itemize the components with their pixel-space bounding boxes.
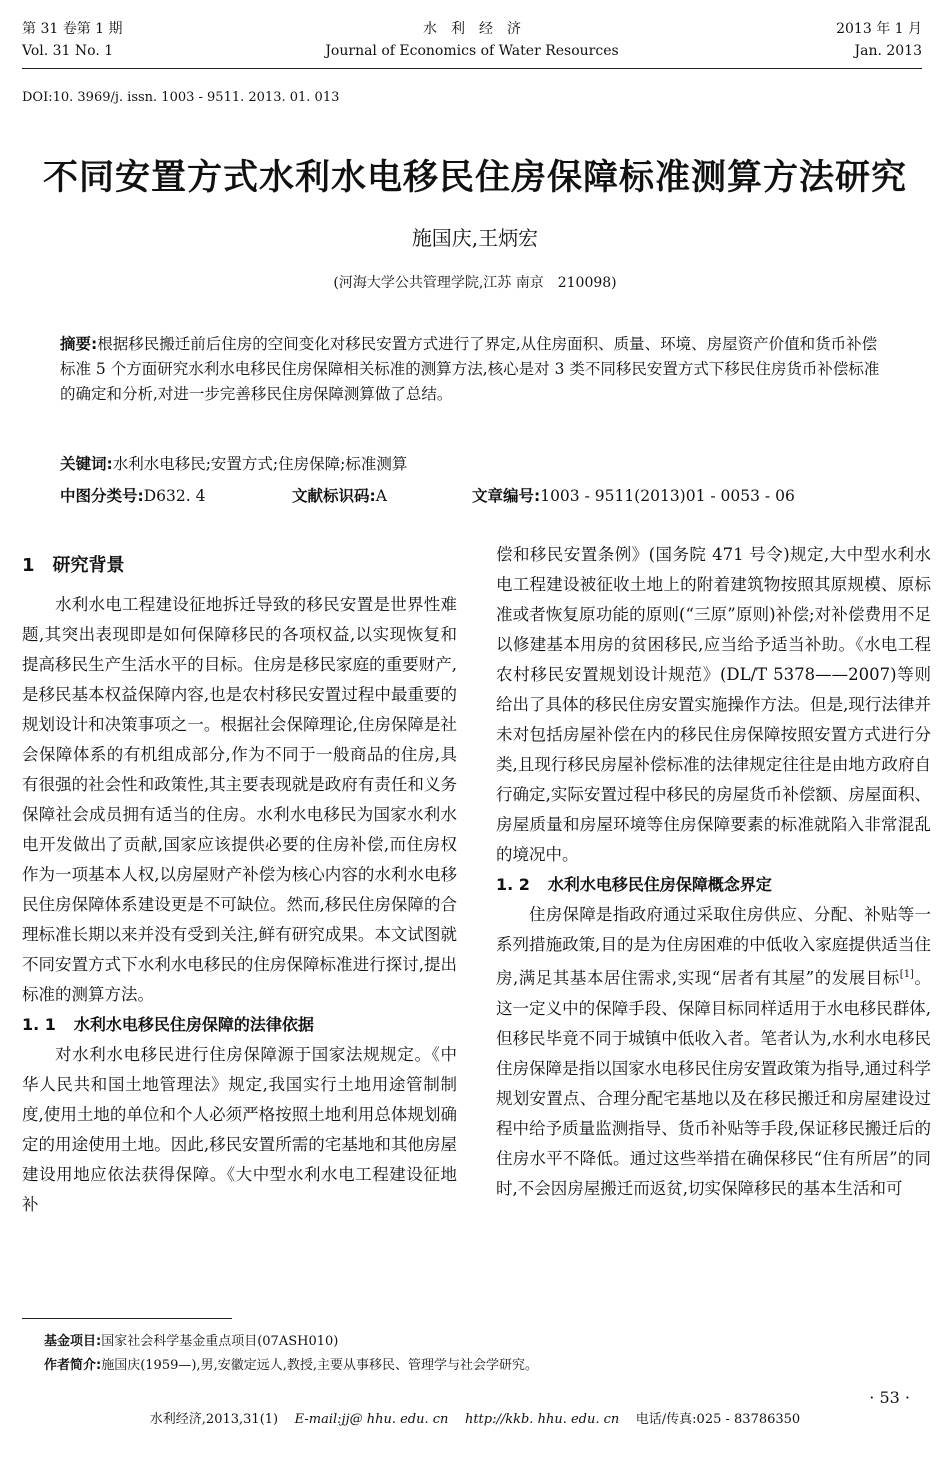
subsection-1-1-paragraph: 对水利水电移民进行住房保障源于国家法规规定。《中华人民共和国土地管理法》规定,我国实行土地用途管制制度,使用土地的单位和个人必须严格按照土地利用总体规划确定的用途使用土地。因此,移民安置所需的宅基地和其他房屋建设用地应依法获得保障。《大中型水利水电工程建设征地补 bbox=[22, 1045, 457, 1214]
clc-number bbox=[60, 484, 205, 506]
authors: 施国庆,王炳宏 bbox=[411, 226, 539, 250]
page-footer bbox=[0, 1408, 950, 1427]
doc-code-label: 文献标识码: bbox=[292, 487, 376, 505]
page-number: · 53 · bbox=[869, 1388, 910, 1407]
subsection-1-1-paragraph-continued: 偿和移民安置条例》(国务院 471 号令)规定,大中型水利水电工程建设被征收土地上的附着建筑物按照其原规模、原标准或者恢复原功能的原则(“三原”原则)补偿;对补偿费用不足以修建基本用房的贫困移民,应当给予适当补助。《水电工程农村移民安置规划设计规范》(DL/T 5378——2007)等则给出了具体的移民住房安置实施操作方法。但是,现行法律并未对包括房屋补偿在内的移民住房保障按照安置方式进行分类,且现行移民房屋补偿标准的法律规定往往是由地方政府自行确定,实际安置过程中移民的房屋货币补偿额、房屋面积、房屋质量和房屋环境等住房保障要素的标准就陷入非常混乱的境况中。 bbox=[496, 545, 931, 864]
abstract-label: 摘要: bbox=[60, 335, 98, 353]
abstract-text: 根据移民搬迁前后住房的空间变化对移民安置方式进行了界定,从住房面积、质量、环境、房屋资产价值和货币补偿标准 5 个方面研究水利水电移民住房保障相关标准的测算方法,核心是对 3 类不同移民安置方式下移民住房货币补偿标准的确定和分析,对进一步完善移民住房保障测算做了总结。 bbox=[60, 335, 880, 403]
keywords-label: 关键词: bbox=[60, 455, 113, 473]
header-date-cn: 2013 年 1 月 bbox=[836, 21, 922, 37]
footer-phone: 电话/传真:025 - 83786350 bbox=[635, 1412, 801, 1427]
subsection-1-2-paragraph bbox=[496, 900, 931, 1204]
doi: DOI:10. 3969/j. issn. 1003 - 9511. 2013. 01. 013 bbox=[22, 90, 340, 105]
subsection-1-2-text-b: 。这一定义中的保障手段、保障目标同样适用于水电移民群体,但移民毕竟不同于城镇中低收入者。笔者认为,水利水电移民住房保障是指以国家水电移民住房安置政策为指导,通过科学规划安置点、合理分配宅基地以及在移民搬迁和房屋建设过程中给予质量监测指导、货币补贴等手段,保证移民搬迁后的住房水平不降低。通过这些举措在确保移民“住有所居”的同时,不会因房屋搬迁而返贫,切实保障移民的基本生活和可 bbox=[496, 968, 931, 1198]
article-number bbox=[472, 484, 795, 506]
subsection-1-2-number: 1. 2 bbox=[496, 875, 530, 894]
subsection-1-1-number: 1. 1 bbox=[22, 1015, 56, 1034]
keywords bbox=[60, 452, 890, 474]
body-column-left bbox=[22, 540, 457, 1220]
article-number-value: 1003 - 9511(2013)01 - 0053 - 06 bbox=[540, 487, 795, 505]
section-1-title: 研究背景 bbox=[52, 555, 125, 576]
header-right bbox=[836, 18, 922, 62]
article-number-label: 文章编号: bbox=[472, 487, 541, 505]
subsection-1-2-title: 水利水电移民住房保障概念界定 bbox=[547, 875, 772, 894]
header-volume-en: Vol. 31 No. 1 bbox=[22, 43, 114, 59]
abstract bbox=[60, 332, 890, 407]
section-1-paragraph: 水利水电工程建设征地拆迁导致的移民安置是世界性难题,其突出表现即是如何保障移民的各项权益,以实现恢复和提高移民生产生活水平的目标。住房是移民家庭的重要财产,是移民基本权益保障内容,也是农村移民安置过程中最重要的规划设计和决策事项之一。根据社会保障理论,住房保障是社会保障体系的有机组成部分,作为不同于一般商品的住房,具有很强的社会性和政策性,其主要表现就是政府有责任和义务保障社会成员拥有适当的住房。水利水电移民为国家水利水电开发做出了贡献,国家应该提供必要的住房补偿,而住房权作为一项基本人权,以房屋财产补偿为核心内容的水利水电移民住房保障体系建设更是不可缺位。然而,移民住房保障的合理标准长期以来并没有受到关注,鲜有研究成果。本文试图就不同安置方式下水利水电移民的住房保障标准进行探讨,提出标准的测算方法。 bbox=[22, 595, 457, 1004]
doc-code-value: A bbox=[375, 487, 387, 505]
footer-website[interactable]: http://kkb. hhu. edu. cn bbox=[464, 1412, 620, 1427]
body-column-right bbox=[496, 540, 931, 1204]
header-center bbox=[22, 18, 922, 62]
subsection-1-2-heading bbox=[496, 870, 931, 900]
footnote-fund bbox=[44, 1330, 338, 1349]
affiliation: (河海大学公共管理学院,江苏 南京 210098) bbox=[333, 275, 617, 291]
document-code bbox=[292, 484, 387, 506]
paper-title: 不同安置方式水利水电移民住房保障标准测算方法研究 bbox=[42, 158, 907, 198]
footer-email[interactable]: E-mail:jj@ hhu. edu. cn bbox=[294, 1412, 449, 1427]
clc-value: D632. 4 bbox=[143, 487, 206, 505]
clc-label: 中图分类号: bbox=[60, 487, 144, 505]
author-bio-label: 作者简介: bbox=[44, 1358, 102, 1373]
header-date-en: Jan. 2013 bbox=[854, 43, 922, 59]
fund-text: 国家社会科学基金重点项目(07ASH010) bbox=[101, 1334, 339, 1349]
citation-ref[interactable]: [1] bbox=[899, 969, 914, 980]
footnote-author bbox=[44, 1354, 538, 1373]
header-journal-en: Journal of Economics of Water Resources bbox=[325, 43, 619, 59]
section-1-number: 1 bbox=[22, 555, 35, 576]
section-1-heading bbox=[22, 550, 457, 582]
subsection-1-2-text-a: 住房保障是指政府通过采取住房供应、分配、补贴等一系列措施政策,目的是为住房困难的中低收入家庭提供适当住房,满足其基本居住需求,实现“居者有其屋”的发展目标 bbox=[496, 905, 931, 988]
footer-journal: 水利经济,2013,31(1) bbox=[149, 1412, 279, 1427]
keywords-text: 水利水电移民;安置方式;住房保障;标准测算 bbox=[112, 455, 408, 473]
subsection-1-1-title: 水利水电移民住房保障的法律依据 bbox=[73, 1015, 314, 1034]
header-journal-cn: 水 利 经 济 bbox=[423, 21, 521, 37]
author-bio-text: 施国庆(1959—),男,安徽定远人,教授,主要从事移民、管理学与社会学研究。 bbox=[101, 1358, 538, 1373]
footnote-divider bbox=[22, 1318, 232, 1319]
header-volume-cn: 第 31 卷第 1 期 bbox=[22, 21, 123, 37]
fund-label: 基金项目: bbox=[44, 1334, 102, 1349]
subsection-1-1-heading bbox=[22, 1010, 457, 1040]
running-header bbox=[22, 18, 922, 69]
